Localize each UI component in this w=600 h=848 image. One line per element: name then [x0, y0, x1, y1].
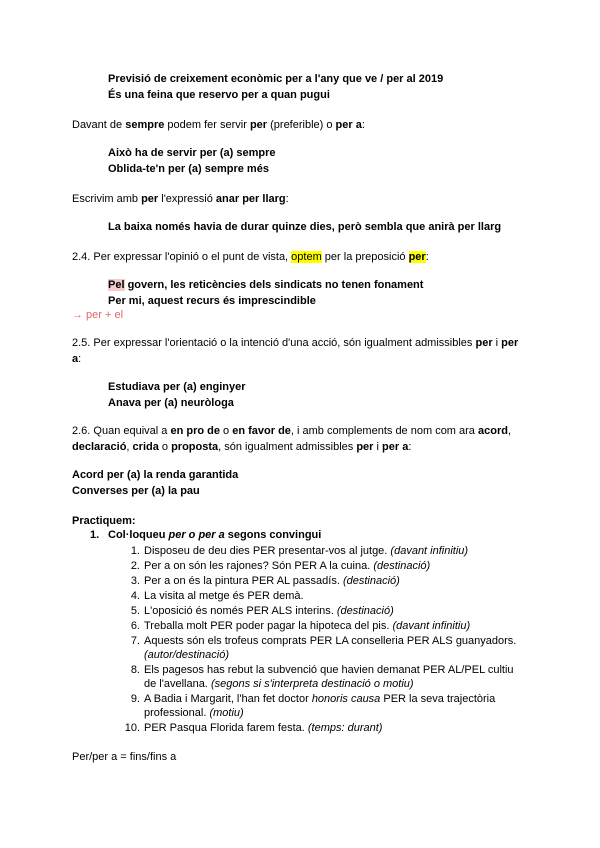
text-run: i: [492, 337, 502, 349]
text-run: o: [158, 441, 172, 453]
section-2-6-line-2: [72, 440, 411, 454]
text-run: Escrivim amb: [72, 193, 142, 205]
item-text: La visita al metge és PER demà.: [144, 590, 304, 602]
item-text: Per a on són les rajones? Són PER A la cuina.: [144, 560, 374, 572]
bold-run: a: [72, 353, 79, 365]
text-run: o: [219, 425, 233, 437]
suggestion-note[interactable]: → per + el: [72, 309, 124, 321]
text-run: :: [408, 441, 412, 453]
section-2-4: [72, 250, 429, 264]
example-line: Per mi, aquest recurs és imprescindible: [108, 295, 316, 307]
paragraph-sempre: [72, 118, 365, 132]
item-number: 5.: [130, 605, 140, 617]
text-run: (preferible) o: [267, 119, 336, 131]
text-run: Col·loqueu: [108, 529, 169, 541]
bold-run: per: [356, 441, 374, 453]
list-item: [144, 692, 495, 706]
item-number: 9.: [130, 693, 140, 705]
list-item: [144, 619, 470, 633]
item-note: (davant infinitiu): [392, 620, 471, 632]
task-number: 1.: [90, 529, 100, 541]
list-item: [144, 589, 304, 603]
list-item: [144, 663, 514, 677]
highlighted-run[interactable]: optem: [291, 251, 322, 263]
example-line: Acord per (a) la renda garantida: [72, 469, 239, 481]
list-item: [144, 574, 400, 588]
item-note: (segons si s'interpreta destinació o motiu): [210, 678, 414, 690]
example-line: Oblida-te'n per (a) sempre més: [108, 163, 269, 175]
paragraph-llarg: [72, 192, 289, 206]
bold-run: crida: [132, 441, 159, 453]
text-run: :: [285, 193, 289, 205]
bold-run: per: [501, 337, 519, 349]
example-line: Previsió de creixement econòmic per a l'any que ve / per al 2019: [108, 73, 444, 85]
text-run: 2.4. Per expressar l'opinió o el punt de vista,: [72, 251, 292, 263]
text-run: 2.5. Per expressar l'orientació o la intenció d'una acció, són igualment admissibles: [72, 337, 476, 349]
bold-run: per: [249, 119, 268, 131]
text-run: govern, les reticències dels sindicats no tenen fonament: [124, 279, 424, 291]
text-run: per la preposició: [321, 251, 409, 263]
italic-run: per o per a: [168, 529, 225, 541]
item-number: 8.: [130, 664, 140, 676]
example-line: [108, 278, 423, 292]
example-line: La baixa només havia de durar quinze dies, però sembla que anirà per llarg: [108, 221, 502, 233]
item-note: (destinació): [373, 560, 431, 572]
item-number: 3.: [130, 575, 140, 587]
text-run: Davant de: [72, 119, 126, 131]
example-line: És una feina que reservo per a quan pugui: [108, 89, 330, 101]
text-run: l'expressió: [158, 193, 216, 205]
item-note: (motiu): [209, 707, 244, 719]
text-run: segons convingui: [224, 529, 322, 541]
section-2-5-line-2: [72, 352, 81, 366]
bold-run: per: [141, 193, 159, 205]
item-number: 10.: [124, 722, 140, 734]
text-run: :: [78, 353, 82, 365]
item-text: PER Pasqua Florida farem festa.: [144, 722, 308, 734]
bold-run: en favor de: [232, 425, 291, 437]
text-run: ,: [126, 441, 133, 453]
text-run: 2.6. Quan equival a: [72, 425, 171, 437]
text-run: podem fer servir: [164, 119, 250, 131]
list-item-continuation: [144, 706, 244, 720]
text-run: :: [425, 251, 429, 263]
item-text: professional.: [144, 707, 210, 719]
item-note: (destinació): [342, 575, 400, 587]
highlighted-run[interactable]: per: [408, 251, 426, 263]
list-item: [144, 634, 516, 648]
bold-run: per a: [382, 441, 409, 453]
item-text: de l'avellana.: [144, 678, 211, 690]
bold-run: proposta: [171, 441, 219, 453]
item-note: (destinació): [336, 605, 394, 617]
practice-heading: Practiquem:: [72, 515, 136, 527]
example-line: Converses per (a) la pau: [72, 485, 200, 497]
bold-run: acord: [477, 425, 508, 437]
item-text: Aquests són els trofeus comprats PER LA conselleria PER ALS guanyadors.: [144, 635, 517, 647]
text-run: , són igualment admissibles: [218, 441, 357, 453]
item-number: 7.: [130, 635, 140, 647]
text-run: , i amb complements de nom com ara: [290, 425, 478, 437]
list-item-continuation: [144, 677, 414, 691]
italic-run: honoris causa: [311, 693, 381, 705]
task-instruction: [108, 528, 321, 542]
item-text: A Badia i Margarit, l'han fet doctor: [144, 693, 312, 705]
item-text: Els pagesos has rebut la subvenció que havien demanat PER AL/PEL cultiu: [144, 664, 514, 676]
list-item: [144, 559, 430, 573]
item-text: Per a on és la pintura PER AL passadís.: [144, 575, 343, 587]
bold-run: per a: [335, 119, 362, 131]
footer-note: Per/per a = fins/fins a: [72, 751, 177, 763]
text-run: ,: [507, 425, 512, 437]
section-2-6-line-1: [72, 424, 511, 438]
bold-run: sempre: [125, 119, 165, 131]
item-text: Treballa molt PER poder pagar la hipoteca del pis.: [144, 620, 393, 632]
example-line: Això ha de servir per (a) sempre: [108, 147, 276, 159]
example-line: Anava per (a) neuròloga: [108, 397, 234, 409]
commented-run[interactable]: Pel: [108, 279, 125, 291]
item-number: 1.: [130, 545, 140, 557]
item-note: (temps: durant): [307, 722, 383, 734]
item-number: 2.: [130, 560, 140, 572]
item-text: PER la seva trajectòria: [380, 693, 496, 705]
bold-run: anar per llarg: [215, 193, 286, 205]
item-note: (autor/destinació): [144, 649, 229, 661]
item-text: Disposeu de deu dies PER presentar-vos al jutge.: [144, 545, 391, 557]
item-number: 6.: [130, 620, 140, 632]
bold-run: en pro de: [170, 425, 220, 437]
bold-run: declaració: [72, 441, 127, 453]
item-number: 4.: [130, 590, 140, 602]
bold-run: per: [475, 337, 493, 349]
list-item: [144, 544, 468, 558]
text-run: :: [361, 119, 365, 131]
example-line: Estudiava per (a) enginyer: [108, 381, 246, 393]
item-text: L'oposició és només PER ALS interins.: [144, 605, 337, 617]
text-run: i: [373, 441, 383, 453]
list-item: [144, 604, 394, 618]
list-item: [144, 721, 382, 735]
section-2-5-line-1: [72, 336, 518, 350]
item-note: (davant infinitiu): [390, 545, 469, 557]
